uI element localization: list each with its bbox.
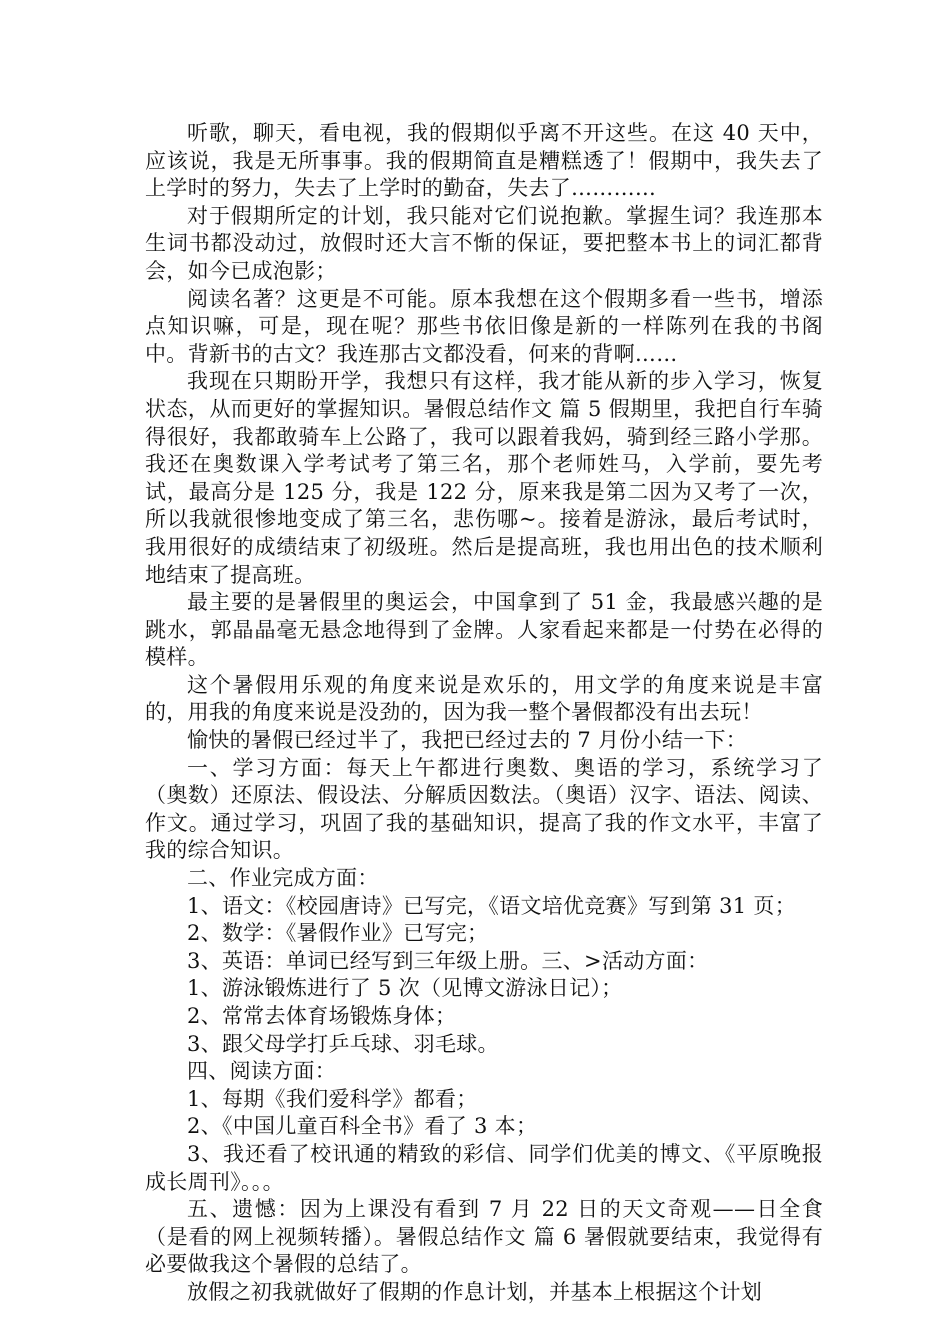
paragraph-17: 1、每期《我们爱科学》都看； (187, 1086, 478, 1111)
paragraph-3: 阅读名著？这更是不可能。原本我想在这个假期多看一些书，增添点知识嘛，可是，现在呢？那些书依旧像是新的一样陈列在我的书阁中。背新书的古文？我连那古文都没看，何来的背啊…… (145, 286, 823, 366)
paragraph-8: 一、学习方面：每天上午都进行奥数、奥语的学习，系统学习了（奥数）还原法、假设法、分解质因数法。（奥语）汉字、语法、阅读、作文。通过学习，巩固了我的基础知识，提高了我的作文水平，丰富了我的综合知识。 (145, 755, 823, 863)
paragraph-7: 愉快的暑假已经过半了，我把已经过去的 7 月份小结一下： (187, 728, 748, 753)
paragraph-6: 这个暑假用乐观的角度来说是欢乐的，用文学的角度来说是丰富的，用我的角度来说是没劲的，因为我一整个暑假都没有出去玩！ (145, 672, 823, 725)
paragraph-9: 二、作业完成方面： (187, 866, 379, 891)
paragraph-20: 五、遗憾：因为上课没有看到 7 月 22 日的天文奇观——日全食（是看的网上视频转播）。暑假总结作文 篇 6 暑假就要结束，我觉得有必要做我这个暑假的总结了。 (145, 1197, 823, 1277)
paragraph-12: 3、英语：单词已经写到三年级上册。三、>活动方面： (187, 948, 709, 973)
paragraph-11: 2、数学：《暑假作业》已写完； (187, 921, 489, 946)
document-body (145, 120, 823, 1307)
paragraph-21: 放假之初我就做好了假期的作息计划，并基本上根据这个计划 (187, 1279, 763, 1304)
paragraph-10: 1、语文：《校园唐诗》已写完，《语文培优竞赛》写到第 31 页； (187, 893, 797, 918)
paragraph-1: 听歌，聊天，看电视，我的假期似乎离不开这些。在这 40 天中，应该说，我是无所事事。我的假期简直是糟糕透了！假期中，我失去了上学时的努力，失去了上学时的勤奋，失去了………… (145, 121, 823, 201)
paragraph-14: 2、常常去体育场锻炼身体； (187, 1004, 457, 1028)
paragraph-16: 四、阅读方面： (187, 1059, 337, 1084)
paragraph-19: 3、我还看了校讯通的精致的彩信、同学们优美的博文、《平原晚报成长周刊》。。。 (145, 1141, 823, 1194)
paragraph-13: 1、游泳锻炼进行了 5 次（见博文游泳日记）； (187, 976, 623, 1001)
paragraph-5: 最主要的是暑假里的奥运会，中国拿到了 51 金，我最感兴趣的是跳水，郭晶晶毫无悬念地得到了金牌。人家看起来都是一付势在必得的模样。 (145, 590, 823, 670)
paragraph-2: 对于假期所定的计划，我只能对它们说抱歉。掌握生词？我连那本生词书都没动过，放假时还大言不惭的保证，要把整本书上的词汇都背会，如今已成泡影； (145, 203, 823, 283)
paragraph-4: 我现在只期盼开学，我想只有这样，我才能从新的步入学习，恢复状态，从而更好的掌握知识。暑假总结作文 篇 5 假期里，我把自行车骑得很好，我都敢骑车上公路了，我可以跟着我妈，骑到经三路小学那。我还在奥数课入学考试考了第三名，那个老师姓马，入学前，要先考试，最高分是 125 分，我是 122 分，原来我是第二因为又考了一次，所以我就很惨地变成了第三名，悲伤哪~。接着是游泳，最后考试时，我用很好的成绩结束了初级班。然后是提高班，我也用出色的技术顺利地结束了提高班。 (145, 369, 823, 587)
paragraph-18: 2、《中国儿童百科全书》看了 3 本； (187, 1114, 538, 1139)
paragraph-15: 3、跟父母学打乒乓球、羽毛球。 (187, 1031, 499, 1056)
